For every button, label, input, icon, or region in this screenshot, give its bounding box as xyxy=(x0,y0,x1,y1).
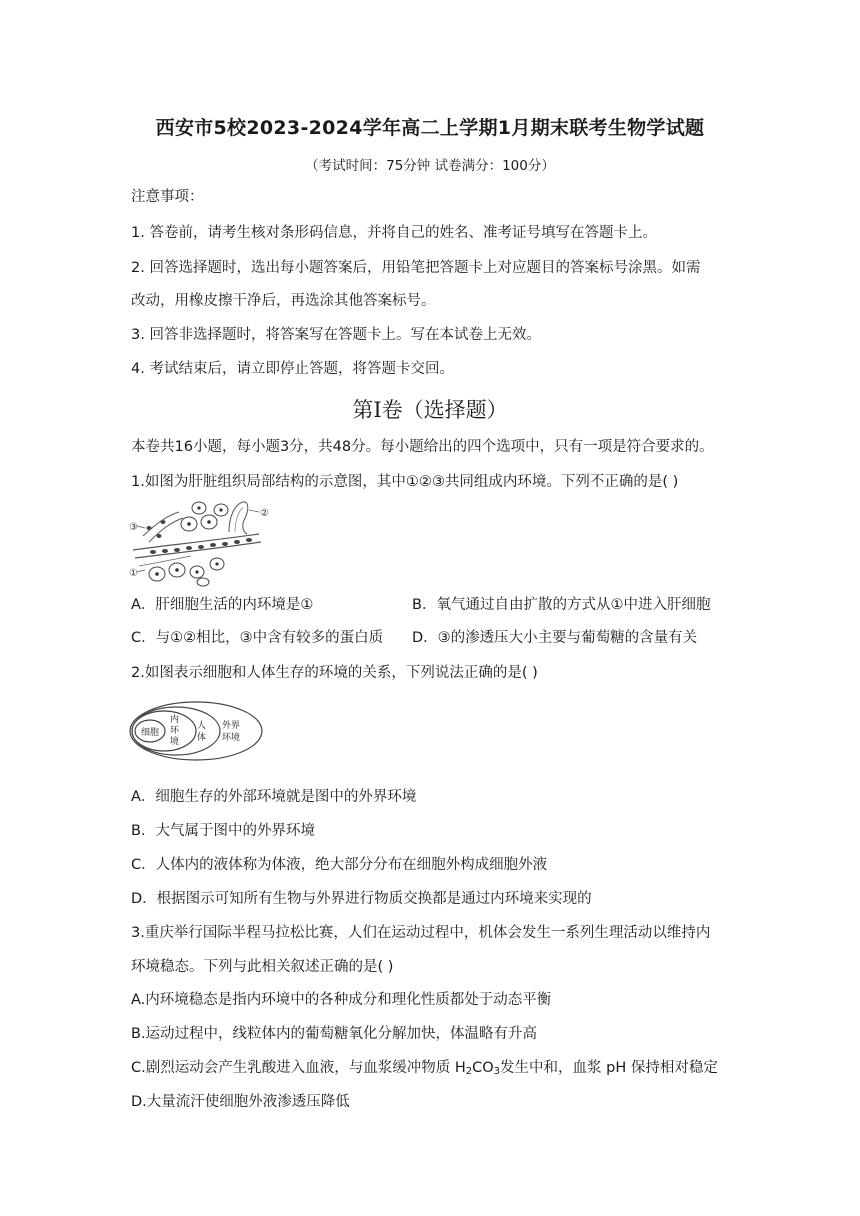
label-outer-2: 环境 xyxy=(222,733,241,743)
q3-option-b: B.运动过程中，线粒体内的葡萄糖氧化分解加快，体温略有升高 xyxy=(131,1026,538,1042)
diagram-label-3: ③ xyxy=(129,522,138,533)
question-3-stem-line-1: 3.重庆举行国际半程马拉松比赛，人们在运动过程中，机体会发生一系列生理活动以维持内 xyxy=(131,925,711,941)
section-intro: 本卷共16小题，每小题3分，共48分。每小题给出的四个选项中，只有一项是符合要求的。 xyxy=(131,439,714,455)
q1-option-b: B．氧气通过自由扩散的方式从①中进入肝细胞 xyxy=(412,597,711,613)
label-body-2: 体 xyxy=(197,733,207,743)
subscript: 3 xyxy=(493,1066,501,1077)
notice-item: 3. 回答非选择题时，将答案写在答题卡上。写在本试卷上无效。 xyxy=(131,327,541,343)
q3-option-c-text: C.剧烈运动会产生乳酸进入血液，与血浆缓冲物质 H xyxy=(131,1060,466,1076)
q2-option-d: D．根据图示可知所有生物与外界进行物质交换都是通过内环境来实现的 xyxy=(131,891,592,907)
notice-item: 1. 答卷前，请考生核对条形码信息，并将自己的姓名、准考证号填写在答题卡上。 xyxy=(131,225,657,241)
q3-option-a: A.内环境稳态是指内环境中的各种成分和理化性质都处于动态平衡 xyxy=(131,992,552,1008)
question-2-stem: 2.如图表示细胞和人体生存的环境的关系，下列说法正确的是( ) xyxy=(131,665,538,681)
q3-option-c xyxy=(131,1058,731,1078)
exam-subtitle: （考试时间：75分钟 试卷满分：100分） xyxy=(305,158,555,174)
q3-option-d: D.大量流汗使细胞外液渗透压降低 xyxy=(131,1094,350,1110)
section-title: 第Ⅰ卷（选择题） xyxy=(352,398,508,422)
label-cell: 细胞 xyxy=(141,728,160,738)
formula-part: CO xyxy=(472,1060,494,1076)
liver-tissue-diagram xyxy=(131,496,276,586)
q1-option-a: A．肝细胞生活的内环境是① xyxy=(131,597,314,613)
label-inner-3: 境 xyxy=(170,737,180,747)
q3-option-c-tail: 发生中和，血浆 pH 保持相对稳定 xyxy=(500,1060,718,1076)
q1-option-d: D．③的渗透压大小主要与葡萄糖的含量有关 xyxy=(412,630,698,646)
q1-option-c: C．与①②相比，③中含有较多的蛋白质 xyxy=(131,630,384,646)
question-3-stem-line-2: 环境稳态。下列与此相关叙述正确的是( ) xyxy=(131,959,394,975)
question-1-stem: 1.如图为肝脏组织局部结构的示意图，其中①②③共同组成内环境。下列不正确的是( ) xyxy=(131,474,679,490)
q2-option-b: B．大气属于图中的外界环境 xyxy=(131,823,315,839)
notice-item: 2. 回答选择题时，选出每小题答案后，用铅笔把答题卡上对应题目的答案标号涂黑。如需 xyxy=(131,260,701,276)
notice-heading: 注意事项： xyxy=(131,189,204,205)
diagram-label-2: ② xyxy=(260,508,269,519)
q2-option-c: C．人体内的液体称为体液，绝大部分分布在细胞外构成细胞外液 xyxy=(131,857,548,873)
label-body-1: 人 xyxy=(197,721,207,731)
environment-relation-diagram xyxy=(128,700,268,762)
subscript: 2 xyxy=(465,1066,473,1077)
label-outer-1: 外界 xyxy=(222,721,241,731)
q2-option-a: A．细胞生存的外部环境就是图中的外界环境 xyxy=(131,789,417,805)
diagram-label-1: ① xyxy=(129,568,138,579)
label-inner-2: 环 xyxy=(170,726,180,736)
exam-title: 西安市5校2023-2024学年高二上学期1月期末联考生物学试题 xyxy=(155,117,705,139)
label-inner-1: 内 xyxy=(170,715,180,725)
notice-item: 4. 考试结束后，请立即停止答题，将答题卡交回。 xyxy=(131,361,454,377)
notice-item: 改动，用橡皮擦干净后，再选涂其他答案标号。 xyxy=(131,293,436,309)
